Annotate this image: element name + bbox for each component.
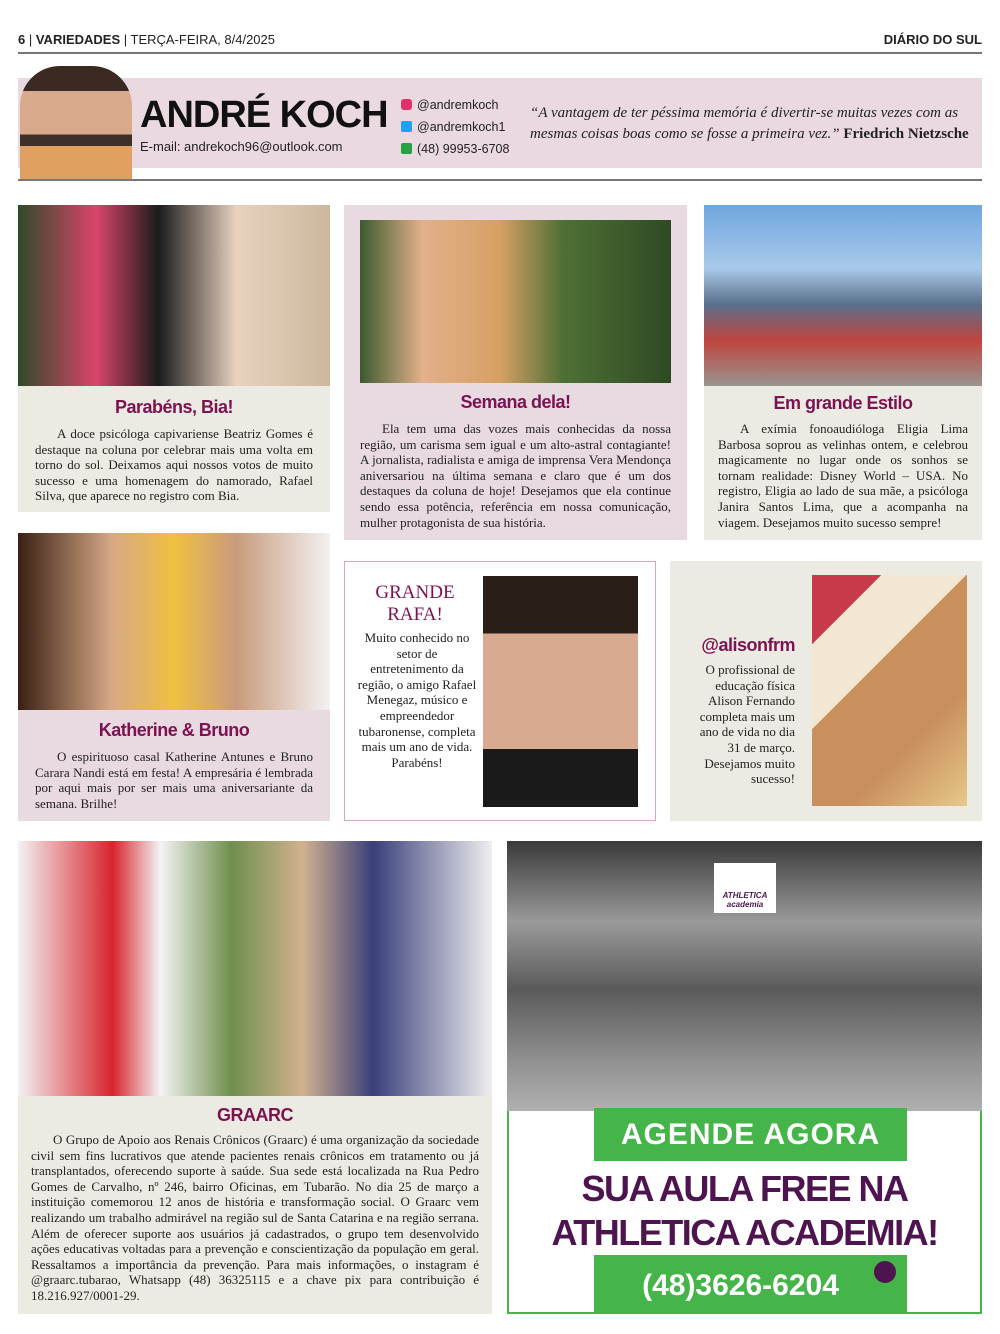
- quote-author: Friedrich Nietzsche: [843, 126, 969, 142]
- logo-text: ATHLETICA academia: [722, 891, 768, 909]
- article-text: A exímia fonoaudióloga Eligia Lima Barbosa soprou as velinhas ontem, e celebrou magicamente no lugar onde os sonhos se tornam realidade: Disney World – USA. No registro, Eligia ao lado de sua mãe, a psicóloga Janira Santos Lima, que a acompanha na viagem. Desejamos muito sucesso sempre!: [718, 421, 968, 530]
- article-title: GRANDE RAFA!: [375, 582, 455, 625]
- instagram-handle[interactable]: @andremkoch: [417, 98, 499, 112]
- article-photo: [360, 220, 671, 383]
- athletica-ad[interactable]: [507, 841, 982, 1314]
- article-photo: [18, 841, 492, 1096]
- article-semana-dela: [344, 205, 687, 540]
- section-name: VARIEDADES: [35, 32, 121, 47]
- whatsapp-number[interactable]: (48) 99953-6708: [417, 142, 510, 156]
- article-text: O profissional de educação física Alison Fernando completa mais um ano de vida no dia 31 de março. Desejamos muito sucesso!: [699, 662, 795, 787]
- article-alisonfrm: [670, 561, 982, 821]
- article-parabens-bia: [18, 205, 330, 512]
- twitter-icon: [401, 121, 412, 132]
- quote-text: “A vantagem de ter péssima memória é divertir-se muitas vezes com as mesmas coisas boas como se fosse a primeira vez.”: [530, 105, 959, 142]
- columnist-name: ANDRÉ KOCH: [140, 94, 388, 136]
- article-photo: [704, 205, 982, 386]
- newspaper-name: DIÁRIO DO SUL: [883, 32, 982, 47]
- article-text: O espirituoso casal Katherine Antunes e Bruno Carara Nandi está em festa! A empresária é lembrada por aqui mais por ser mais uma aniversariante da semana. Brilhe!: [35, 749, 313, 811]
- article-title: @alisonfrm: [701, 635, 795, 655]
- instagram-icon: [401, 99, 412, 110]
- article-title: Semana dela!: [460, 392, 571, 412]
- article-title: Parabéns, Bia!: [114, 397, 234, 417]
- columnist-photo: [20, 66, 132, 180]
- quote: [530, 103, 970, 145]
- whatsapp-icon: [401, 143, 412, 154]
- page-number: 6: [18, 32, 26, 47]
- article-text: A doce psicóloga capivariense Beatriz Gomes é destaque na coluna por celebrar mais uma volta em torno do sol. Deixamos aqui nossos votos de muito sucesso e uma homenagem do namorado, Rafael Silva, que aparece no registro com Bia.: [35, 426, 313, 504]
- article-photo: [18, 533, 330, 710]
- athletica-logo: [714, 863, 776, 913]
- page-header: 6 | VARIEDADES | TERÇA-FEIRA, 8/4/2025 DIÁRIO DO SUL: [18, 32, 982, 47]
- article-text: Muito conhecido no setor de entretenimento da região, o amigo Rafael Menegaz, músico e empreendedor tubaronense, completa mais um ano de vida. Parabéns!: [357, 630, 477, 770]
- ad-line-2: SUA AULA FREE NA: [581, 1168, 908, 1209]
- twitter-handle[interactable]: @andremkoch1: [417, 120, 506, 134]
- article-text: O Grupo de Apoio aos Renais Crônicos (Graarc) é uma organização da sociedade civil sem fins lucrativos que atende pacientes renais crônicos em tratamento ou já transplantados, oferecendo suporte à saúde. Sua sede está localizada na Rua Pedro Gomes de Carvalho, nº 246, bairro Oficinas, em Tubarão. No dia 25 de março a instituição comemorou 12 anos de história e transformação social. O Graarc vem realizando um trabalho admirável na região sul de Santa Catarina e na região serrana. Além de oferecer suporte aos usuários já cadastrados, o grupo tem desenvolvido ações educativas voltadas para a prevenção e conscientização da população em geral. Ressaltamos a importância da prevenção. Para mais informações, o instagram é @graarc.tubarao, Whatsapp (48) 36325115 e a chave pix para contribuição é 18.216.927/0001-29.: [31, 1132, 479, 1303]
- whatsapp-icon: [872, 1259, 898, 1285]
- article-katherine-bruno: [18, 533, 330, 821]
- social-links: [401, 94, 509, 160]
- ad-phone[interactable]: (48)3626-6204: [594, 1255, 907, 1313]
- article-photo: [812, 575, 967, 806]
- article-photo: [483, 576, 638, 807]
- article-title: GRAARC: [217, 1105, 293, 1125]
- issue-date: TERÇA-FEIRA, 8/4/2025: [130, 32, 275, 47]
- columnist-email[interactable]: E-mail: andrekoch96@outlook.com: [140, 139, 343, 154]
- divider: [18, 52, 982, 54]
- article-title: Katherine & Bruno: [98, 720, 250, 740]
- ad-line-3: ATHLETICA ACADEMIA!: [551, 1212, 938, 1253]
- article-text: Ela tem uma das vozes mais conhecidas da nossa região, um carisma sem igual e um alto-astral contagiante! A jornalista, radialista e amiga de imprensa Vera Mendonça aniversariou na última semana e claro que é um dos destaques da coluna de hoje! Desejamos que ela continue sendo essa potência, referência em nossa comunicação, mulher protagonista de sua história.: [360, 421, 671, 530]
- article-em-grande-estilo: [704, 205, 982, 540]
- article-photo: [18, 205, 330, 386]
- divider: [18, 179, 982, 181]
- article-grande-rafa: [344, 561, 656, 821]
- article-title: Em grande Estilo: [773, 393, 913, 413]
- ad-headline: AGENDE AGORA: [594, 1108, 907, 1161]
- article-graarc: [18, 841, 492, 1314]
